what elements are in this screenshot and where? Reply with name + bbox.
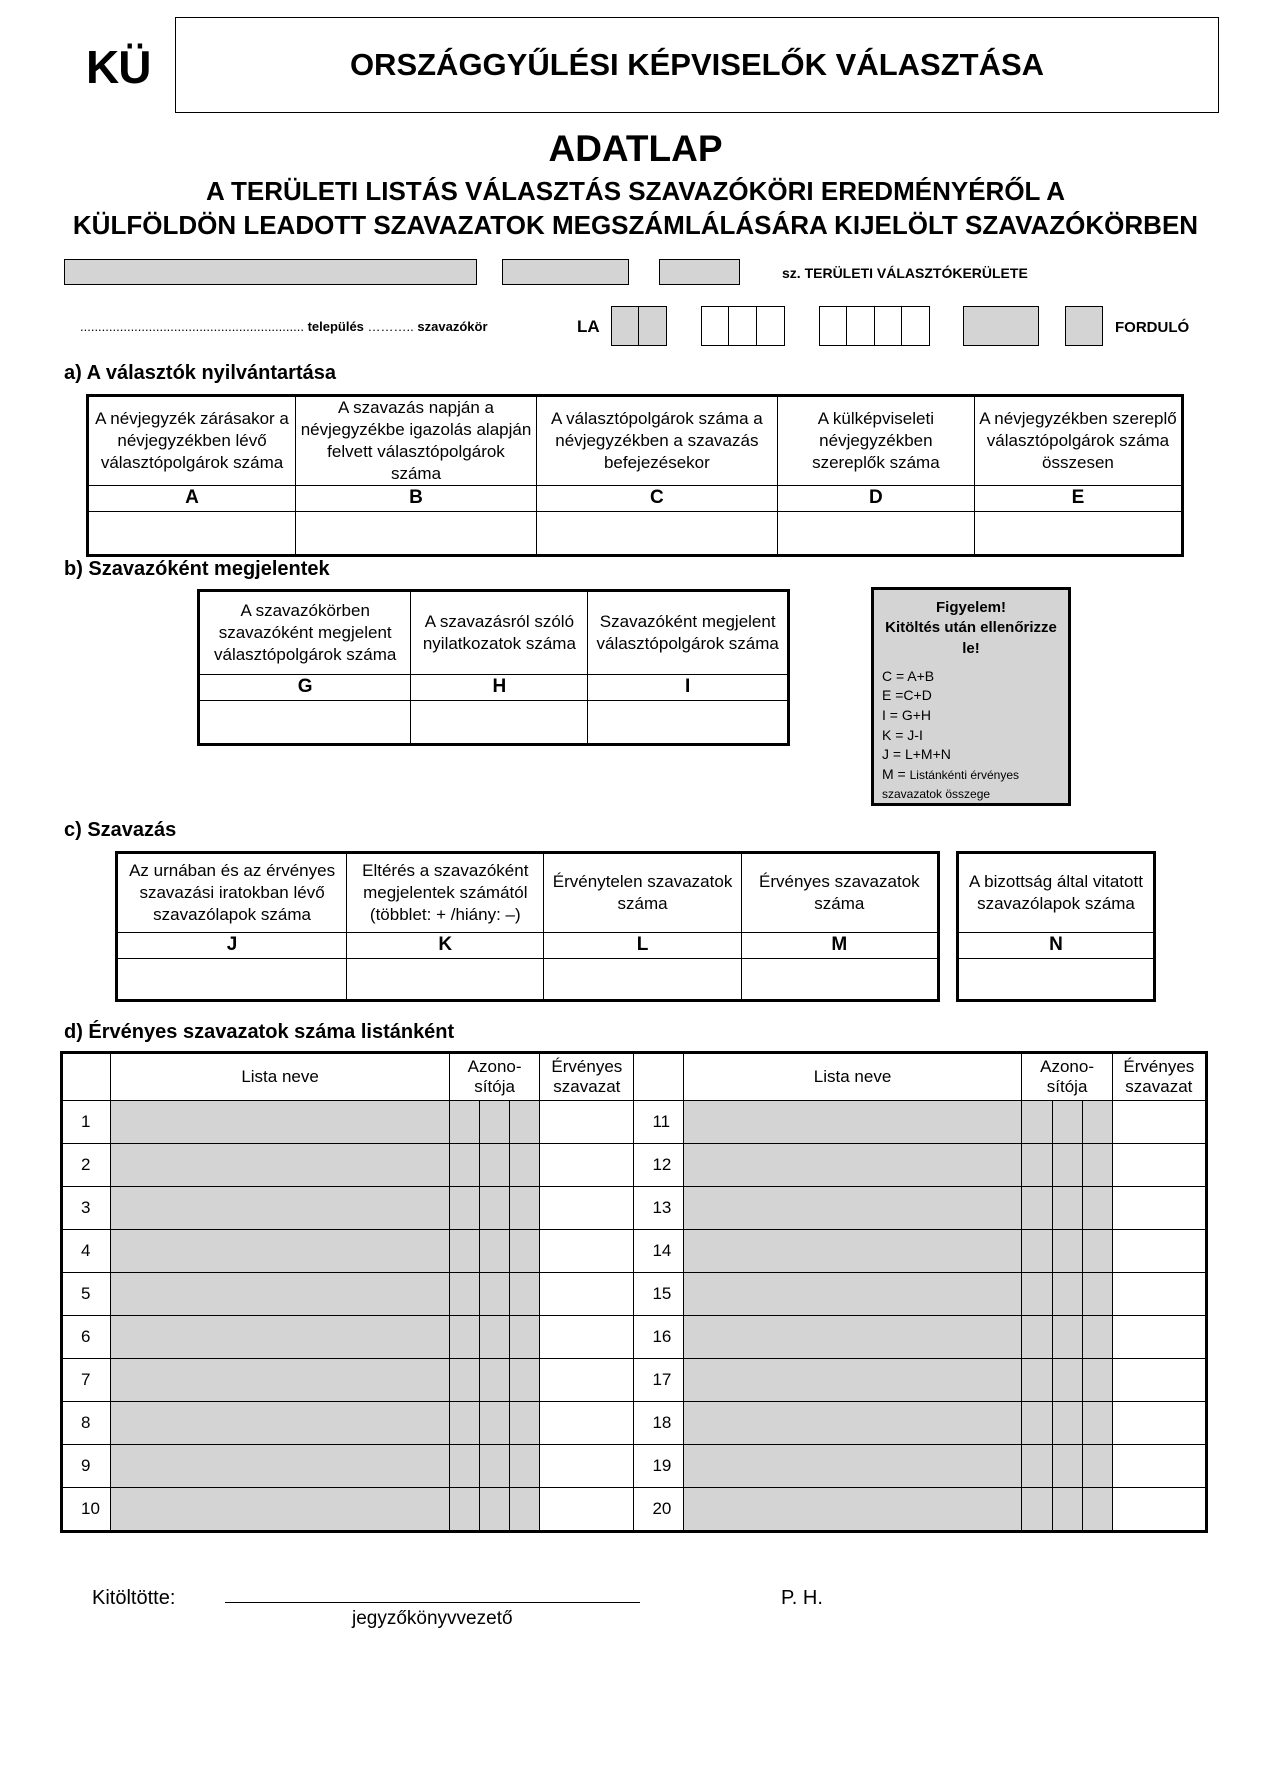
- list-name-cell[interactable]: [683, 1359, 1022, 1402]
- list-id-cell[interactable]: [450, 1488, 480, 1532]
- list-votes-cell[interactable]: [540, 1402, 634, 1445]
- list-row: [62, 1488, 1207, 1532]
- list-name-cell[interactable]: [683, 1273, 1022, 1316]
- list-name-cell[interactable]: [683, 1402, 1022, 1445]
- filled-by-label: Kitöltötte:: [92, 1587, 176, 1609]
- list-id-cell[interactable]: [1052, 1101, 1082, 1144]
- list-name-cell[interactable]: [111, 1316, 450, 1359]
- list-row-number: 6: [62, 1316, 111, 1359]
- list-id-cell[interactable]: [1022, 1101, 1052, 1144]
- list-row: [62, 1273, 1207, 1316]
- col-e-letter: E: [974, 486, 1182, 512]
- col-h-header: A szavazásról szóló nyilatkozatok száma: [411, 591, 588, 675]
- col-l-header: Érvénytelen szavazatok száma: [544, 853, 741, 933]
- list-id-cell[interactable]: [450, 1445, 480, 1488]
- col-j-header: Az urnában és az érvényes szavazási iratokban lévő szavazólapok száma: [117, 853, 347, 933]
- round-label: FORDULÓ: [1115, 319, 1190, 336]
- check-notice-box: [871, 587, 1071, 806]
- list-votes-cell[interactable]: [540, 1101, 634, 1144]
- list-id-cell[interactable]: [1082, 1144, 1112, 1187]
- list-row: [62, 1101, 1207, 1144]
- list-id-cell[interactable]: [1082, 1101, 1112, 1144]
- value-j-cell[interactable]: [117, 958, 347, 1000]
- list-name-cell[interactable]: [111, 1445, 450, 1488]
- list-name-cell[interactable]: [111, 1101, 450, 1144]
- precinct-cell[interactable]: [874, 306, 903, 346]
- value-h-cell[interactable]: [411, 700, 588, 744]
- list-id-cell[interactable]: [1022, 1187, 1052, 1230]
- col-k-header: Eltérés a szavazóként megjelentek számától (többlet: + /hiány: –): [347, 853, 544, 933]
- la-code-cells[interactable]: [612, 306, 667, 346]
- list-votes-cell[interactable]: [540, 1488, 634, 1532]
- col-m-header: Érvényes szavazatok száma: [741, 853, 938, 933]
- list-row-number: 15: [634, 1273, 683, 1316]
- valid-votes-by-list-table: [60, 1051, 1208, 1533]
- list-votes-cell[interactable]: [540, 1359, 634, 1402]
- precinct-dots: ………..: [367, 319, 414, 334]
- list-id-cell[interactable]: [1052, 1445, 1082, 1488]
- notice-rule-m-prefix: M =: [882, 765, 906, 782]
- list-row-number: 2: [62, 1144, 111, 1187]
- list-votes-cell[interactable]: [1112, 1273, 1206, 1316]
- section-c-label: c) Szavazás: [64, 819, 177, 841]
- settlement-cell[interactable]: [756, 306, 785, 346]
- list-name-cell[interactable]: [683, 1187, 1022, 1230]
- value-b-cell[interactable]: [296, 512, 537, 556]
- list-votes-header: Érvényes szavazat: [540, 1053, 634, 1101]
- list-row-number: 20: [634, 1488, 683, 1532]
- list-row: [62, 1359, 1207, 1402]
- list-id-cell[interactable]: [480, 1359, 510, 1402]
- list-id-cell[interactable]: [450, 1273, 480, 1316]
- col-g-letter: G: [199, 675, 411, 701]
- list-id-cell[interactable]: [510, 1187, 540, 1230]
- list-id-cell[interactable]: [510, 1316, 540, 1359]
- list-id-cell[interactable]: [1082, 1488, 1112, 1532]
- list-id-cell[interactable]: [510, 1488, 540, 1532]
- list-id-cell[interactable]: [450, 1144, 480, 1187]
- list-id-cell[interactable]: [480, 1316, 510, 1359]
- list-votes-cell[interactable]: [1112, 1187, 1206, 1230]
- disputed-table: [956, 851, 1156, 1002]
- col-i-letter: I: [588, 675, 789, 701]
- list-row-number: 3: [62, 1187, 111, 1230]
- list-id-cell[interactable]: [480, 1402, 510, 1445]
- signature-caption: jegyzőkönyvvezető: [352, 1608, 513, 1629]
- col-b-letter: B: [296, 486, 537, 512]
- precinct-code-cells[interactable]: [820, 306, 930, 346]
- list-row: [62, 1402, 1207, 1445]
- list-row-number: 7: [62, 1359, 111, 1402]
- list-votes-cell[interactable]: [1112, 1488, 1206, 1532]
- list-id-cell[interactable]: [1082, 1187, 1112, 1230]
- list-row-number: 18: [634, 1402, 683, 1445]
- district-number-field[interactable]: [659, 259, 740, 285]
- list-id-cell[interactable]: [1052, 1144, 1082, 1187]
- section-b-label: b) Szavazóként megjelentek: [64, 558, 330, 580]
- list-num-header: [634, 1053, 683, 1101]
- section-d-label: d) Érvényes szavazatok száma listánként: [64, 1021, 455, 1043]
- list-votes-cell[interactable]: [1112, 1230, 1206, 1273]
- notice-rule-m: [882, 765, 1060, 804]
- notice-rule: J = L+M+N: [882, 746, 951, 763]
- list-name-header: Lista neve: [111, 1053, 450, 1101]
- list-name-cell[interactable]: [683, 1445, 1022, 1488]
- county-code-field[interactable]: [502, 259, 629, 285]
- la-label: LA: [577, 317, 600, 336]
- notice-subtitle: Kitöltés után ellenőrizze le!: [885, 619, 1057, 657]
- list-row-number: 1: [62, 1101, 111, 1144]
- col-a-letter: A: [88, 486, 296, 512]
- list-row: [62, 1445, 1207, 1488]
- list-rows: [62, 1101, 1207, 1532]
- notice-rule: K = J-I: [882, 726, 923, 743]
- list-id-cell[interactable]: [480, 1230, 510, 1273]
- list-row-number: 10: [62, 1488, 111, 1532]
- settlement-label: település: [307, 319, 364, 334]
- list-votes-cell[interactable]: [1112, 1101, 1206, 1144]
- list-id-cell[interactable]: [510, 1402, 540, 1445]
- list-votes-cell[interactable]: [540, 1316, 634, 1359]
- list-id-cell[interactable]: [1082, 1316, 1112, 1359]
- notice-title: Figyelem!: [935, 599, 1007, 616]
- col-n-letter: N: [958, 933, 1155, 959]
- precinct-cell[interactable]: [901, 306, 930, 346]
- list-row-number: 8: [62, 1402, 111, 1445]
- col-n-header: A bizottság által vitatott szavazólapok száma: [958, 853, 1155, 933]
- list-votes-cell[interactable]: [1112, 1316, 1206, 1359]
- list-id-cell[interactable]: [1082, 1230, 1112, 1273]
- list-id-header: Azono-sítója: [450, 1053, 540, 1101]
- list-votes-cell[interactable]: [540, 1144, 634, 1187]
- list-id-cell[interactable]: [450, 1101, 480, 1144]
- list-name-cell[interactable]: [683, 1101, 1022, 1144]
- list-name-cell[interactable]: [111, 1488, 450, 1532]
- list-id-cell[interactable]: [1052, 1187, 1082, 1230]
- list-id-cell[interactable]: [510, 1359, 540, 1402]
- list-row: [62, 1230, 1207, 1273]
- list-row-number: 19: [634, 1445, 683, 1488]
- list-row-number: 9: [62, 1445, 111, 1488]
- list-id-cell[interactable]: [1022, 1144, 1052, 1187]
- col-i-header: Szavazóként megjelent választópolgárok száma: [588, 591, 789, 675]
- col-b-header: A szavazás napján a névjegyzékbe igazolás alapján felvett választópolgárok száma: [296, 396, 537, 486]
- list-id-cell[interactable]: [1022, 1359, 1052, 1402]
- notice-rule-m-text: Listánkénti érvényes szavazatok összege: [882, 767, 1020, 802]
- list-id-cell[interactable]: [450, 1402, 480, 1445]
- list-id-cell[interactable]: [450, 1187, 480, 1230]
- list-id-cell[interactable]: [450, 1316, 480, 1359]
- list-id-cell[interactable]: [1022, 1445, 1052, 1488]
- list-id-cell[interactable]: [1052, 1402, 1082, 1445]
- list-row: [62, 1187, 1207, 1230]
- list-id-cell[interactable]: [510, 1445, 540, 1488]
- round-field[interactable]: [1065, 306, 1103, 346]
- page-heading: ADATLAP: [548, 128, 723, 169]
- subtitle-line-1: A TERÜLETI LISTÁS VÁLASZTÁS SZAVAZÓKÖRI EREDMÉNYÉRŐL A: [206, 176, 1065, 206]
- list-id-cell[interactable]: [1082, 1273, 1112, 1316]
- list-id-cell[interactable]: [1082, 1359, 1112, 1402]
- list-votes-cell[interactable]: [1112, 1445, 1206, 1488]
- value-c-cell[interactable]: [536, 512, 777, 556]
- voter-registry-table: [86, 394, 1184, 557]
- list-votes-header: Érvényes szavazat: [1112, 1053, 1206, 1101]
- list-row-number: 5: [62, 1273, 111, 1316]
- col-m-letter: M: [741, 933, 938, 959]
- value-m-cell[interactable]: [741, 958, 938, 1000]
- list-name-cell[interactable]: [111, 1402, 450, 1445]
- list-row-number: 14: [634, 1230, 683, 1273]
- precinct-label: szavazókör: [417, 319, 488, 334]
- list-num-header: [62, 1053, 111, 1101]
- stamp-label: P. H.: [781, 1587, 823, 1609]
- list-row: [62, 1316, 1207, 1359]
- list-name-cell[interactable]: [683, 1144, 1022, 1187]
- col-d-letter: D: [777, 486, 974, 512]
- list-votes-cell[interactable]: [540, 1187, 634, 1230]
- list-row-number: 17: [634, 1359, 683, 1402]
- value-d-cell[interactable]: [777, 512, 974, 556]
- col-h-letter: H: [411, 675, 588, 701]
- list-id-cell[interactable]: [450, 1230, 480, 1273]
- settlement-cell[interactable]: [701, 306, 730, 346]
- form-code: KÜ: [86, 41, 151, 93]
- location-line: [80, 319, 488, 334]
- subtitle-line-2: KÜLFÖLDÖN LEADOTT SZAVAZATOK MEGSZÁMLÁLÁSÁRA KIJELÖLT SZAVAZÓKÖRBEN: [72, 210, 1199, 240]
- list-votes-cell[interactable]: [540, 1445, 634, 1488]
- list-row-number: 16: [634, 1316, 683, 1359]
- list-name-cell[interactable]: [683, 1316, 1022, 1359]
- list-name-header: Lista neve: [683, 1053, 1022, 1101]
- list-name-cell[interactable]: [111, 1359, 450, 1402]
- voters-appeared-table: [197, 589, 790, 746]
- list-id-cell[interactable]: [1052, 1316, 1082, 1359]
- col-j-letter: J: [117, 933, 347, 959]
- list-id-cell[interactable]: [1052, 1273, 1082, 1316]
- list-id-cell[interactable]: [1022, 1488, 1052, 1532]
- value-a-cell[interactable]: [88, 512, 296, 556]
- notice-rule: I = G+H: [882, 706, 932, 723]
- col-d-header: A külképviseleti névjegyzékben szereplők száma: [777, 396, 974, 486]
- col-a-header: A névjegyzék zárásakor a névjegyzékben lévő választópolgárok száma: [88, 396, 296, 486]
- list-votes-cell[interactable]: [1112, 1359, 1206, 1402]
- list-id-cell[interactable]: [510, 1101, 540, 1144]
- list-id-cell[interactable]: [480, 1488, 510, 1532]
- list-row-number: 12: [634, 1144, 683, 1187]
- precinct-cell[interactable]: [819, 306, 848, 346]
- voting-table: [115, 851, 940, 1002]
- list-id-cell[interactable]: [1052, 1230, 1082, 1273]
- notice-rule: C = A+B: [882, 667, 935, 684]
- precinct-cell[interactable]: [846, 306, 875, 346]
- value-e-cell[interactable]: [974, 512, 1182, 556]
- list-row-number: 13: [634, 1187, 683, 1230]
- list-id-cell[interactable]: [450, 1359, 480, 1402]
- list-id-header: Azono-sítója: [1022, 1053, 1112, 1101]
- list-id-cell[interactable]: [1082, 1445, 1112, 1488]
- list-id-cell[interactable]: [510, 1273, 540, 1316]
- col-l-letter: L: [544, 933, 741, 959]
- list-id-cell[interactable]: [1052, 1359, 1082, 1402]
- list-id-cell[interactable]: [480, 1273, 510, 1316]
- list-votes-cell[interactable]: [1112, 1402, 1206, 1445]
- list-name-cell[interactable]: [111, 1273, 450, 1316]
- section-a-label: a) A választók nyilvántartása: [64, 362, 336, 384]
- col-c-header: A választópolgárok száma a névjegyzékben a szavazás befejezésekor: [536, 396, 777, 486]
- form-title: ORSZÁGGYŰLÉSI KÉPVISELŐK VÁLASZTÁSA: [349, 47, 1045, 82]
- la-cell[interactable]: [611, 306, 640, 346]
- list-id-cell[interactable]: [480, 1144, 510, 1187]
- value-l-cell[interactable]: [544, 958, 741, 1000]
- extra-code-field[interactable]: [963, 306, 1039, 346]
- col-e-header: A névjegyzékben szereplő választópolgárok száma összesen: [974, 396, 1182, 486]
- la-cell[interactable]: [638, 306, 667, 346]
- list-id-cell[interactable]: [1022, 1230, 1052, 1273]
- list-name-cell[interactable]: [111, 1230, 450, 1273]
- form-title-box: [175, 17, 1219, 113]
- value-n-cell[interactable]: [958, 958, 1155, 1000]
- list-row-number: 4: [62, 1230, 111, 1273]
- list-id-cell[interactable]: [480, 1187, 510, 1230]
- value-k-cell[interactable]: [347, 958, 544, 1000]
- list-id-cell[interactable]: [480, 1101, 510, 1144]
- value-i-cell[interactable]: [588, 700, 789, 744]
- list-id-cell[interactable]: [1022, 1316, 1052, 1359]
- value-g-cell[interactable]: [199, 700, 411, 744]
- list-votes-cell[interactable]: [540, 1230, 634, 1273]
- notice-rule: E =C+D: [882, 687, 932, 704]
- list-id-cell[interactable]: [1022, 1402, 1052, 1445]
- list-name-cell[interactable]: [111, 1187, 450, 1230]
- col-c-letter: C: [536, 486, 777, 512]
- list-votes-cell[interactable]: [540, 1273, 634, 1316]
- list-name-cell[interactable]: [683, 1230, 1022, 1273]
- settlement-dots: ..............................................................: [80, 319, 304, 334]
- list-row-number: 11: [634, 1101, 683, 1144]
- list-id-cell[interactable]: [1052, 1488, 1082, 1532]
- list-id-cell[interactable]: [1022, 1273, 1052, 1316]
- list-id-cell[interactable]: [510, 1230, 540, 1273]
- list-votes-cell[interactable]: [1112, 1144, 1206, 1187]
- county-field[interactable]: [64, 259, 477, 285]
- list-id-cell[interactable]: [510, 1144, 540, 1187]
- settlement-code-cells[interactable]: [702, 306, 785, 346]
- list-id-cell[interactable]: [1082, 1402, 1112, 1445]
- col-k-letter: K: [347, 933, 544, 959]
- list-id-cell[interactable]: [480, 1445, 510, 1488]
- list-row: [62, 1144, 1207, 1187]
- list-name-cell[interactable]: [683, 1488, 1022, 1532]
- col-g-header: A szavazókörben szavazóként megjelent választópolgárok száma: [199, 591, 411, 675]
- signature-line[interactable]: [225, 1602, 640, 1603]
- settlement-cell[interactable]: [728, 306, 757, 346]
- district-label: sz. TERÜLETI VÁLASZTÓKERÜLETE: [782, 265, 1028, 281]
- list-name-cell[interactable]: [111, 1144, 450, 1187]
